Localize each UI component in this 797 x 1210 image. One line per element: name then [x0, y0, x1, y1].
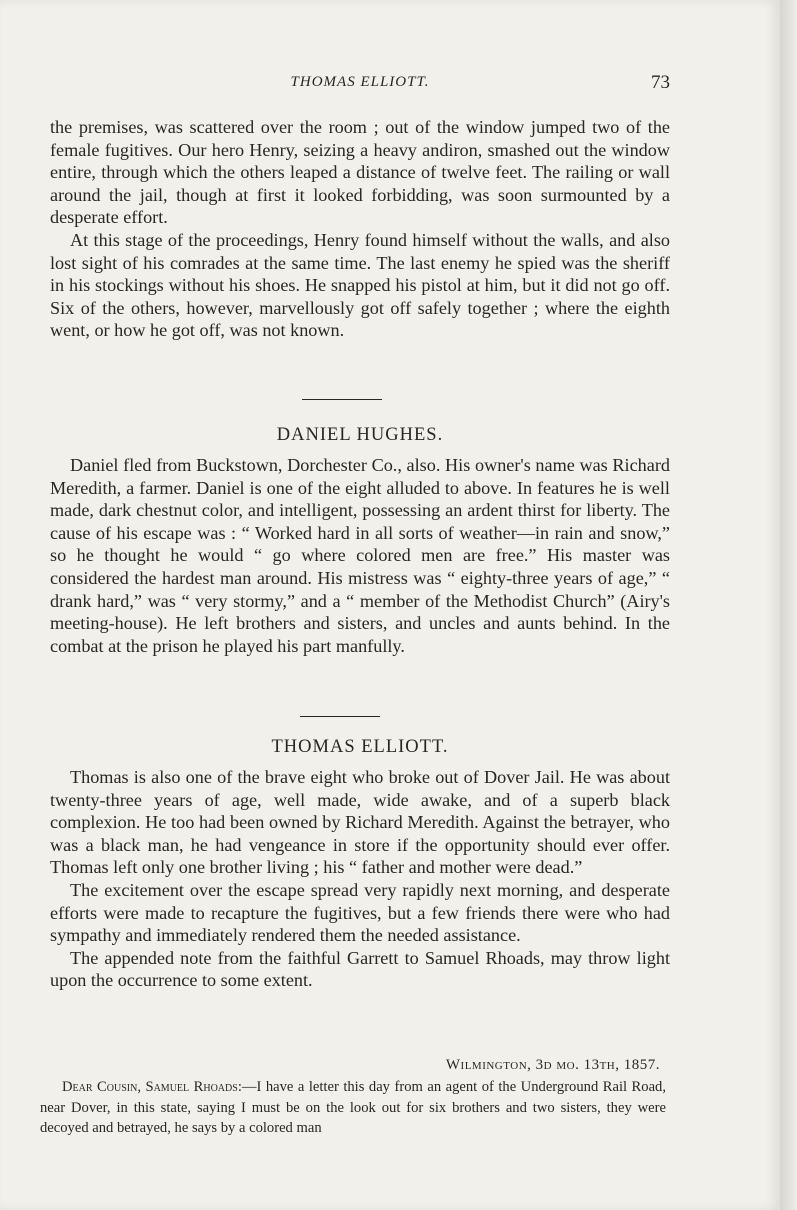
letter-text: :—I have a letter this day from an agent of the Underground Rail Road, near Dover, in this state, saying I must be on the look out for six brothers and two sisters, they were decoyed and betrayed, he says by a colored man [40, 1079, 667, 1136]
page-header [48, 74, 672, 100]
letter-dateline: Wilmington, 3d mo. 13th, 1857. [445, 1057, 660, 1073]
section-thomas-elliott [50, 766, 670, 992]
running-title: THOMAS ELLIOTT. [290, 74, 430, 90]
paragraph: Daniel fled from Buckstown, Dorchester Co., also. His owner's name was Richard Meredith, a farmer. Daniel is one of the eight alluded to above. In features he is well made, dark chestnut color, and intelligent, possessing an ardent thirst for liberty. The cause of his escape was : “ Worked hard in all sorts of weather—in rain and snow,” so he thought he would “ go where colored men are free.” His master was considered the hardest man around. His mistress was “ eighty-three years of age,” “ drank hard,” was “ very stormy,” and a “ member of the Methodist Church” (Airy's meeting-house). He left brothers and sisters, and uncles and aunts behind. In the combat at the prison he played his part manfully. [50, 455, 670, 656]
section-henry-escape [50, 116, 670, 342]
paragraph: The appended note from the faithful Garrett to Samuel Rhoads, may throw light upon the occurrence to some extent. [50, 947, 670, 991]
section-divider [302, 399, 382, 400]
section-heading-thomas-elliott: THOMAS ELLIOTT. [271, 737, 449, 757]
page-number: 73 [651, 72, 670, 93]
paragraph: Thomas is also one of the brave eight who broke out of Dover Jail. He was about twenty-three years of age, well made, wide awake, and of a superb black complexion. He too had been owned by Richard Meredith. Against the betrayer, who was a black man, he had vengeance in store if the opportunity should ever offer. Thomas left only one brother living ; his “ father and mother were dead.” [50, 767, 670, 878]
letter-salutation: Dear Cousin, Samuel Rhoads [62, 1079, 238, 1095]
paragraph: The excitement over the escape spread very rapidly next morning, and desperate efforts were made to recapture the fugitives, but a few friends there were who had sympathy and immediately rendered them the needed assistance. [50, 879, 670, 946]
section-daniel-hughes [50, 454, 670, 657]
section-heading-daniel-hughes: DANIEL HUGHES. [276, 425, 444, 445]
letter-body [40, 1077, 666, 1139]
paragraph: the premises, was scattered over the room ; out of the window jumped two of the female fugitives. Our hero Henry, seizing a heavy andiron, smashed out the window entire, through which the others leaped a distance of twelve feet. The railing or wall around the jail, though at first it looked forbidding, was soon surmounted by a desperate effort. [50, 117, 670, 228]
page-edge [780, 0, 797, 1210]
paragraph: At this stage of the proceedings, Henry found himself without the walls, and also lost sight of his comrades at the same time. The last enemy he spied was the sheriff in his stockings without his shoes. He snapped his pistol at him, but it did not go off. Six of the others, however, marvellously got off safely together ; where the eighth went, or how he got off, was not known. [50, 229, 670, 341]
section-divider [300, 716, 380, 717]
